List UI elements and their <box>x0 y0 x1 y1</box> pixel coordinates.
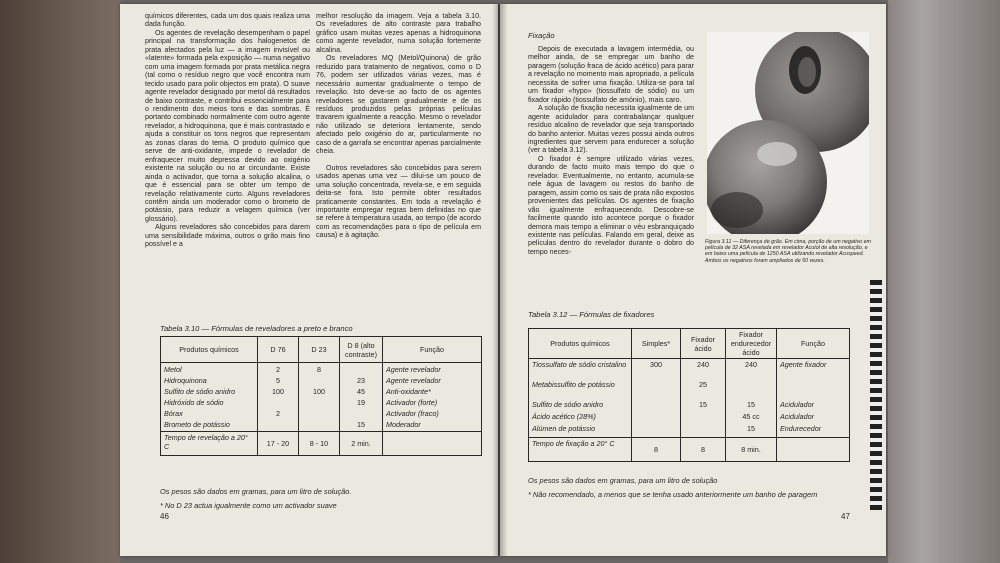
value: 2 <box>276 365 280 374</box>
value: 5 <box>276 376 280 385</box>
paragraph: O fixador é sempre utilizado várias vezes, durando de facto muito mais tempo do que o revelador. Eventualmente, no entanto, acumula-se nele água de lavagem ou restos do banho de paragem, assim como os sais de prata não expostos provenientes das películas. Os agentes de fixação vão igualmente enfraquecendo. Descobre-se facilmente quando isto acontece porque o fixador demora mais tempo a eliminar o véu esbranquiçado existente nas películas. Falando em geral, deixe as películas dentro do revelador durante o dobro do tempo neces- <box>528 154 694 256</box>
value: 300 <box>650 360 662 369</box>
header-cell: Função <box>777 329 850 359</box>
paragraph: Alguns reveladores são concebidos para darem uma sensibilidade máxima, outros o grão mais fino possível e a <box>145 223 310 249</box>
table-caption: Tabela 3.12 — Fórmulas de fixadores <box>528 310 655 319</box>
paragraph: químicos diferentes, cada um dos quais realiza uma dada função. <box>145 12 310 29</box>
header-cell: Fixador ácido <box>681 329 726 359</box>
function-value: Agente fixador <box>780 360 827 369</box>
table-caption: Tabela 3.10 — Fórmulas de reveladores a preto e branco <box>160 324 353 333</box>
left-page <box>120 4 498 556</box>
time-value: 2 min. <box>340 432 383 456</box>
table-row-time <box>529 438 850 462</box>
value <box>684 412 722 424</box>
header-cell: Produtos químicos <box>161 337 258 363</box>
value: 23 <box>357 376 365 385</box>
header-cell: D 8 (alto contraste) <box>340 337 383 363</box>
header-cell: Produtos químicos <box>529 329 632 359</box>
value <box>635 400 677 412</box>
function-cell <box>383 363 482 432</box>
chemical-name: Sulfito de sódio anidro <box>164 387 236 396</box>
value: 100 <box>313 387 325 396</box>
value: 8 <box>317 365 321 374</box>
simples-cell <box>632 359 681 438</box>
chemical-name: Brometo de potássio <box>164 420 230 429</box>
page-number: 46 <box>160 512 169 521</box>
right-page <box>500 4 886 556</box>
page-edge-tabs <box>870 280 882 510</box>
table-header-row <box>529 329 850 359</box>
fixer-table <box>528 328 850 462</box>
time-label: Tempo de fixação a 20° C <box>529 438 632 462</box>
paragraph: Outros reveladores são concebidos para serem usados apenas uma vez — dilui-se um pouco de uma solução concentrada, revela-se, e em seguida deita-se fora. Isto permite obter resultados praticamente constantes. Em toda a revelação é importante empregar regras bem definidas no que se refere à temperatura usada, ao tempo (de acordo com as recomendações para o tipo de película em causa) e à agitação. <box>316 163 481 240</box>
book-gutter <box>492 4 508 556</box>
function-value: Anti-oxidante* <box>386 387 431 396</box>
paragraph: melhor resolução da imagem. Veja a tabela 3.10. Os reveladores de alto contraste para trabalho gráfico usam muitas vezes apenas a hidroquinona como agente revelador, numa solução fortemente alcalina. <box>316 12 481 54</box>
value: 15 <box>747 424 755 433</box>
chemical-name: Alúmen de potássio <box>532 424 596 433</box>
header-cell: Fixador endurecedor ácido <box>726 329 777 359</box>
function-value: Moderador <box>386 420 421 429</box>
value <box>635 424 677 436</box>
function-value: Acidulador <box>780 400 814 409</box>
time-label: Tempo de revelação a 20° C <box>161 432 258 456</box>
left-column-2 <box>316 12 481 240</box>
function-value: Activador (fraco) <box>386 409 439 418</box>
d76-cell <box>258 363 299 432</box>
chemical-name: Bórax <box>164 409 183 418</box>
value <box>635 412 677 424</box>
value <box>302 397 336 408</box>
chemical-name: Sulfito de sódio anidro <box>532 400 604 409</box>
chemical-name: Metabissulfito de potássio <box>532 380 615 389</box>
value <box>635 380 677 400</box>
table-surface-left <box>0 0 120 563</box>
table-row <box>529 359 850 438</box>
value <box>729 380 773 400</box>
function-value: Acidulador <box>780 412 814 421</box>
value <box>261 419 295 430</box>
time-value: 8 - 10 <box>299 432 340 456</box>
value <box>302 419 336 430</box>
value <box>343 408 379 419</box>
footnote: * No D 23 actua igualmente como um activador suave <box>160 501 337 510</box>
chemicals-cell <box>161 363 258 432</box>
function-value <box>780 380 846 400</box>
chemical-name: Ácido acético (28%) <box>532 412 596 421</box>
function-value: Agente revelador <box>386 365 441 374</box>
function-value: Agente revelador <box>386 376 441 385</box>
paragraph: Depois de executada a lavagem intermédia, ou melhor ainda, de se empregar um banho de paragem (solução fraca de ácido acético) para parar a revelação no momento mais apropriado, a película necessita de sofrer uma fixação. Utiliza-se para tal um fixador «hypo» (tiossulfato de sódio) ou um fixador rápido (tiossulfato de amónio), mais caro. <box>528 45 694 104</box>
figure-caption: Figura 3.11 — Diferença de grão. Em cima, porção de um negativo em película de 32 ASA revelada em revelador Acutol de alta resolução, e em baixo uma película de 1250 ASA utilizando revelador Acuspeed. Ambos os negativos foram ampliados de 50 vezes. <box>705 239 871 264</box>
footnote: Os pesos são dados em gramas, para um litro de solução <box>528 476 718 485</box>
paragraph: A solução de fixação necessita igualmente de um agente acidulador para contrabalançar qualquer resíduo alcalino de revelador que seja transportado do banho anterior. Muitas vezes possui ainda outros ingredientes que servem para endurecer a solução (ver a tabela 3.12). <box>528 104 694 155</box>
time-value: 8 <box>632 438 681 462</box>
chemical-name: Hidróxido de sódio <box>164 398 224 407</box>
table-row <box>161 363 482 432</box>
empty-cell <box>383 432 482 456</box>
value <box>302 408 336 419</box>
value: 45 <box>357 387 365 396</box>
d23-cell <box>299 363 340 432</box>
value: 100 <box>272 387 284 396</box>
chemicals-cell <box>529 359 632 438</box>
footnote: Os pesos são dados em gramas, para um litro de solução. <box>160 487 352 496</box>
developer-table <box>160 336 482 456</box>
section-heading: Fixação <box>528 31 555 40</box>
value: 2 <box>276 409 280 418</box>
function-value: Activador (forte) <box>386 398 438 407</box>
chemical-name: Hidroquinona <box>164 376 207 385</box>
time-value: 8 min. <box>726 438 777 462</box>
table-surface-right <box>888 0 1000 563</box>
page-number: 47 <box>841 512 850 521</box>
value <box>302 375 336 386</box>
chemical-name: Tiossulfato de sódio cristalino <box>532 360 627 369</box>
footnote: * Não recomendado, a menos que se tenha usado anteriormente um banho de paragem <box>528 490 818 499</box>
left-column-1 <box>145 12 310 249</box>
value: 45 cc <box>742 412 760 421</box>
header-cell: D 23 <box>299 337 340 363</box>
photo-graphic <box>707 32 869 234</box>
endurecedor-cell <box>726 359 777 438</box>
paragraph: Os reveladores MQ (Metol/Quinona) de grão reduzido para tratamento de negativos, como o D 76, podem ser utilizados várias vezes, mas é necessário aumentar gradualmente o tempo de revelação. Isto deve-se ao facto de os agentes reveladores se gastarem gradualmente e de os resíduos produzidos pelas próprias películas travarem igualmente a reacção. Mesmo o revelador não utilizado se deteriora lentamente, sendo afectado pelo oxigénio do ar, particularmente no caso de a garrafa se encontrar apenas parcialmente cheia. <box>316 54 481 156</box>
value <box>684 424 722 436</box>
value <box>343 364 379 375</box>
value: 15 <box>699 400 707 409</box>
acido-cell <box>681 359 726 438</box>
value: 15 <box>747 400 755 409</box>
header-cell: Função <box>383 337 482 363</box>
d8-cell <box>340 363 383 432</box>
value: 240 <box>697 360 709 369</box>
table-header-row <box>161 337 482 363</box>
value: 25 <box>699 380 707 389</box>
chemical-name: Metol <box>164 365 182 374</box>
right-column <box>528 45 694 256</box>
value: 19 <box>357 398 365 407</box>
paragraph: Os agentes de revelação desempenham o papel principal na transformação dos halogenetos de prata afectados pela luz — a imagem invisível ou «latente» formada pela exposição — numa negativo com uma imagem formada por prata metálica negra (tal como o resíduo negro que você encontra num tecido usado para polir objectos em prata). O suave agente revelador designado por metol dá resultados de baixo contraste, e contribui essencialmente para o rendimento dos meios tons e das sombras. É portanto combinado normalmente com outro agente revelador, a hidroquinona, que é mais contrastado e ajuda a constituir os tons negros que representam as zonas claras do tema. O produto químico que serve de anti-oxidante, impede o revelador de enfraquecer muito depressa devido ao oxigénio existente na solução ou no ar circundante. Existe ainda o activador, que torna a solução alcalina, o que é essencial para se obter um tempo de revelação relativamente curto. Alguns reveladores contêm ainda um moderador como o brometo de potássio, para reduzir a velagem química (ver glossário). <box>145 28 310 223</box>
time-value: 8 <box>681 438 726 462</box>
header-cell: D 76 <box>258 337 299 363</box>
grain-comparison-photo <box>707 32 869 234</box>
value: 240 <box>745 360 757 369</box>
function-cell <box>777 359 850 438</box>
value <box>261 397 295 408</box>
function-value: Endurecedor <box>780 424 822 433</box>
header-cell: Simples* <box>632 329 681 359</box>
time-value: 17 - 20 <box>258 432 299 456</box>
value: 15 <box>357 420 365 429</box>
empty-cell <box>777 438 850 462</box>
table-row-time <box>161 432 482 456</box>
